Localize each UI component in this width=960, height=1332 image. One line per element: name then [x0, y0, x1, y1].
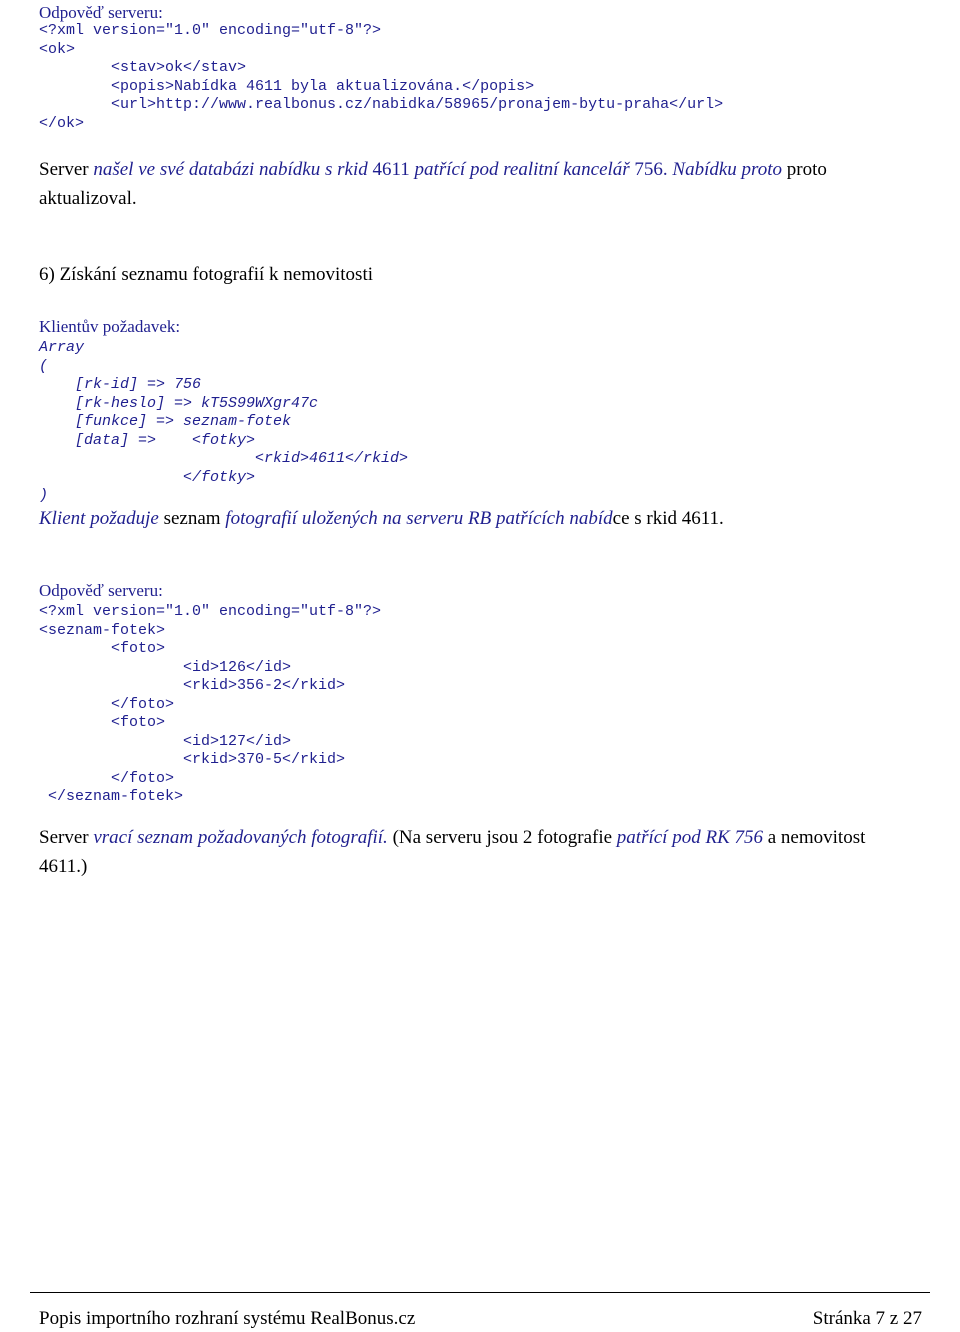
code-line: </ok> — [39, 114, 85, 132]
response-description: Server vrací seznam požadovaných fotografií. (Na serveru jsou 2 fotografie patřící pod RK 756 a nemovitost 4611.) — [39, 827, 866, 877]
code-line: ) — [39, 487, 49, 504]
request-array-code — [39, 339, 408, 506]
code-line: <rkid>370-5</rkid> — [39, 751, 346, 768]
response-xml-code — [39, 603, 381, 807]
code-line: <id>127</id> — [39, 732, 292, 750]
response-description: Server našel ve své databázi nabídku s rkid 4611 patřící pod realitní kancelář 756. Nabídku proto proto aktualizoval. — [39, 159, 827, 209]
code-line: Array — [39, 339, 85, 356]
request-description: Klient požaduje seznam fotografií uložených na serveru RB patřících nabídce s rkid 4611. — [39, 508, 724, 529]
code-line: <url>http://www.realbonus.cz/nabidka/58965/pronajem-bytu-praha</url> — [39, 96, 724, 113]
footer-divider — [30, 1292, 930, 1293]
code-line: <rkid>4611</rkid> — [39, 450, 409, 467]
code-line: </foto> — [39, 769, 175, 787]
code-line: <foto> — [39, 714, 166, 731]
code-line: [funkce] => seznam-fotek — [39, 413, 292, 430]
code-line: [data] => <fotky> — [39, 431, 256, 449]
code-line: <id>126</id> — [39, 658, 292, 676]
section-title: 6) Získání seznamu fotografií k nemovitosti — [39, 264, 374, 285]
code-line: <popis>Nabídka 4611 byla aktualizována.</popis> — [39, 77, 535, 95]
code-line: </seznam-fotek> — [39, 788, 184, 805]
code-line: <?xml version="1.0" encoding="utf-8"?> — [39, 22, 382, 39]
code-line: [rk-id] => 756 — [39, 376, 202, 393]
code-line: [rk-heslo] => kT5S99WXgr47c — [39, 394, 319, 412]
response-heading: Odpověď serveru: — [39, 581, 163, 600]
code-line: <?xml version="1.0" encoding="utf-8"?> — [39, 603, 382, 620]
code-line: </fotky> — [39, 468, 256, 486]
footer-page-number: Stránka 7 z 27 — [812, 1308, 922, 1329]
response-xml-code — [39, 22, 723, 133]
code-line: <foto> — [39, 640, 166, 657]
footer-document-title: Popis importního rozhraní systému RealBonus.cz — [39, 1308, 416, 1329]
response-heading: Odpověď serveru: — [39, 3, 163, 22]
code-line: </foto> — [39, 695, 175, 713]
request-heading: Klientův požadavek: — [39, 317, 181, 336]
code-line: <seznam-fotek> — [39, 621, 166, 639]
code-line: <ok> — [39, 40, 76, 58]
code-line: <rkid>356-2</rkid> — [39, 677, 346, 694]
code-line: <stav>ok</stav> — [39, 59, 247, 76]
code-line: ( — [39, 357, 49, 375]
